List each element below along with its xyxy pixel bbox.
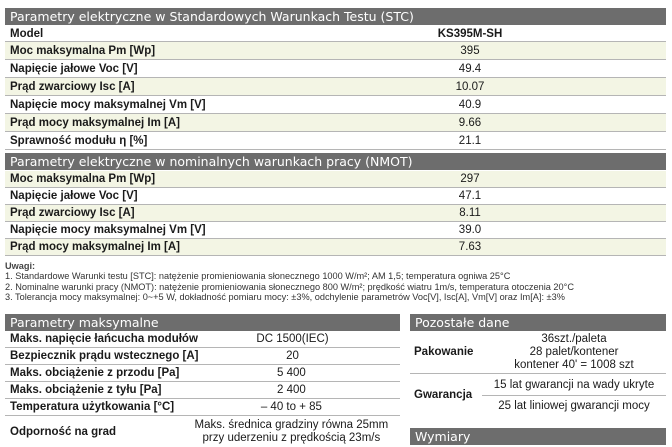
dims-section-header: Wymiary xyxy=(410,428,666,445)
other-table xyxy=(410,331,666,416)
row-label: Temperatura użytkowania [°C] xyxy=(10,401,175,413)
row-label: Napięcie mocy maksymalnej Vm [V] xyxy=(10,224,206,236)
nmot-section-header: Parametry elektryczne w nominalnych warunkach pracy (NMOT) xyxy=(5,153,666,170)
notes xyxy=(5,261,665,302)
row-value: 9.66 xyxy=(458,116,482,129)
row-value: – 40 to + 85 xyxy=(260,400,322,413)
model-label: Model xyxy=(10,27,44,40)
row-value: 395 xyxy=(460,44,480,57)
packing-line: 36szt./paleta xyxy=(541,332,607,345)
warranty-label: Gwarancja xyxy=(414,389,473,401)
note-2: 2. Nominalne warunki pracy (NMOT): natężenie promieniowania słonecznego 800 W/m²; prędkość wiatru 1m/s, temperatura otoczenia 20°C xyxy=(5,281,574,292)
row-label: Prąd zwarciowy Isc [A] xyxy=(10,80,135,93)
table-row xyxy=(5,188,666,205)
row-value: Maks. średnica gradziny równa 25mm przy uderzeniu z prędkością 23m/s xyxy=(194,418,389,444)
model-value: KS395M-SH xyxy=(437,27,503,40)
row-value: 5 400 xyxy=(277,366,306,379)
row-value: 7.63 xyxy=(458,241,482,253)
row-label: Moc maksymalna Pm [Wp] xyxy=(10,44,156,57)
row-value: DC 1500(IEC) xyxy=(256,332,329,345)
table-row xyxy=(5,348,400,365)
table-row xyxy=(5,60,666,78)
warranty-line: 25 lat liniowej gwarancji mocy xyxy=(498,399,650,412)
table-row xyxy=(5,416,400,447)
table-row xyxy=(5,132,666,150)
row-label: Napięcie mocy maksymalnej Vm [V] xyxy=(10,98,206,111)
packing-line: 28 palet/kontener xyxy=(529,345,619,358)
max-table xyxy=(5,331,400,447)
table-row xyxy=(5,78,666,96)
table-row xyxy=(5,399,400,416)
row-label: Prąd mocy maksymalnej Im [A] xyxy=(10,241,181,253)
table-row xyxy=(5,205,666,222)
row-value: 10.07 xyxy=(455,80,485,93)
packing-line: kontener 40' = 1008 szt xyxy=(514,358,634,371)
warranty-values xyxy=(482,375,666,416)
row-label: Napięcie jałowe Voc [V] xyxy=(10,190,138,202)
row-label: Sprawność modułu η [%] xyxy=(10,134,148,147)
stc-table xyxy=(5,26,666,150)
row-label: Odporność na grad xyxy=(10,425,117,438)
row-value: 8.11 xyxy=(459,207,481,219)
row-label: Prąd mocy maksymalnej Im [A] xyxy=(10,116,181,129)
note-1: 1. Standardowe Warunki testu [STC]: natężenie promieniowania słonecznego 1000 W/m²; AM 1,5; temperatura ogniwa 25°C xyxy=(5,271,511,282)
other-section-header: Pozostałe dane xyxy=(410,314,666,331)
table-row xyxy=(5,114,666,132)
row-value: 39.0 xyxy=(458,224,482,236)
table-row xyxy=(5,222,666,239)
table-row xyxy=(5,331,400,348)
table-row xyxy=(5,365,400,382)
row-value: 47.1 xyxy=(458,190,482,202)
table-row xyxy=(5,42,666,60)
table-row xyxy=(5,96,666,114)
warranty-row xyxy=(410,374,666,416)
row-label: Maks. obciążenie z tyłu [Pa] xyxy=(10,384,162,396)
max-section-header: Parametry maksymalne xyxy=(5,314,400,331)
row-value: 20 xyxy=(286,349,299,362)
packing-row xyxy=(410,331,666,374)
row-value: 21.1 xyxy=(458,134,482,147)
table-row xyxy=(5,382,400,399)
row-label: Bezpiecznik prądu wstecznego [A] xyxy=(10,350,199,362)
row-label: Maks. napięcie łańcucha modułów xyxy=(10,333,198,345)
row-label: Moc maksymalna Pm [Wp] xyxy=(10,173,156,185)
note-3: 3. Tolerancja mocy maksymalnej: 0~+5 W, dokładność pomiaru mocy: ±3%, odchylenie parametrów Voc[V], Isc[A], Vm[V] oraz Im[A]: ±3% xyxy=(5,291,565,302)
row-label: Maks. obciążenie z przodu [Pa] xyxy=(10,367,180,379)
stc-model-row xyxy=(5,26,666,42)
table-row xyxy=(5,171,666,188)
packing-values xyxy=(482,333,666,372)
row-label: Prąd zwarciowy Isc [A] xyxy=(10,207,135,219)
row-value: 2 400 xyxy=(277,383,306,396)
table-row xyxy=(5,239,666,256)
row-value: 297 xyxy=(460,173,480,185)
row-value: 49.4 xyxy=(458,62,482,75)
notes-heading: Uwagi: xyxy=(5,261,36,271)
nmot-table xyxy=(5,171,666,256)
row-value: 40.9 xyxy=(458,98,482,111)
warranty-line: 15 lat gwarancji na wady ukryte xyxy=(482,375,666,396)
stc-section-header: Parametry elektryczne w Standardowych Warunkach Testu (STC) xyxy=(5,8,666,25)
row-label: Napięcie jałowe Voc [V] xyxy=(10,62,138,75)
packing-label: Pakowanie xyxy=(414,346,474,358)
